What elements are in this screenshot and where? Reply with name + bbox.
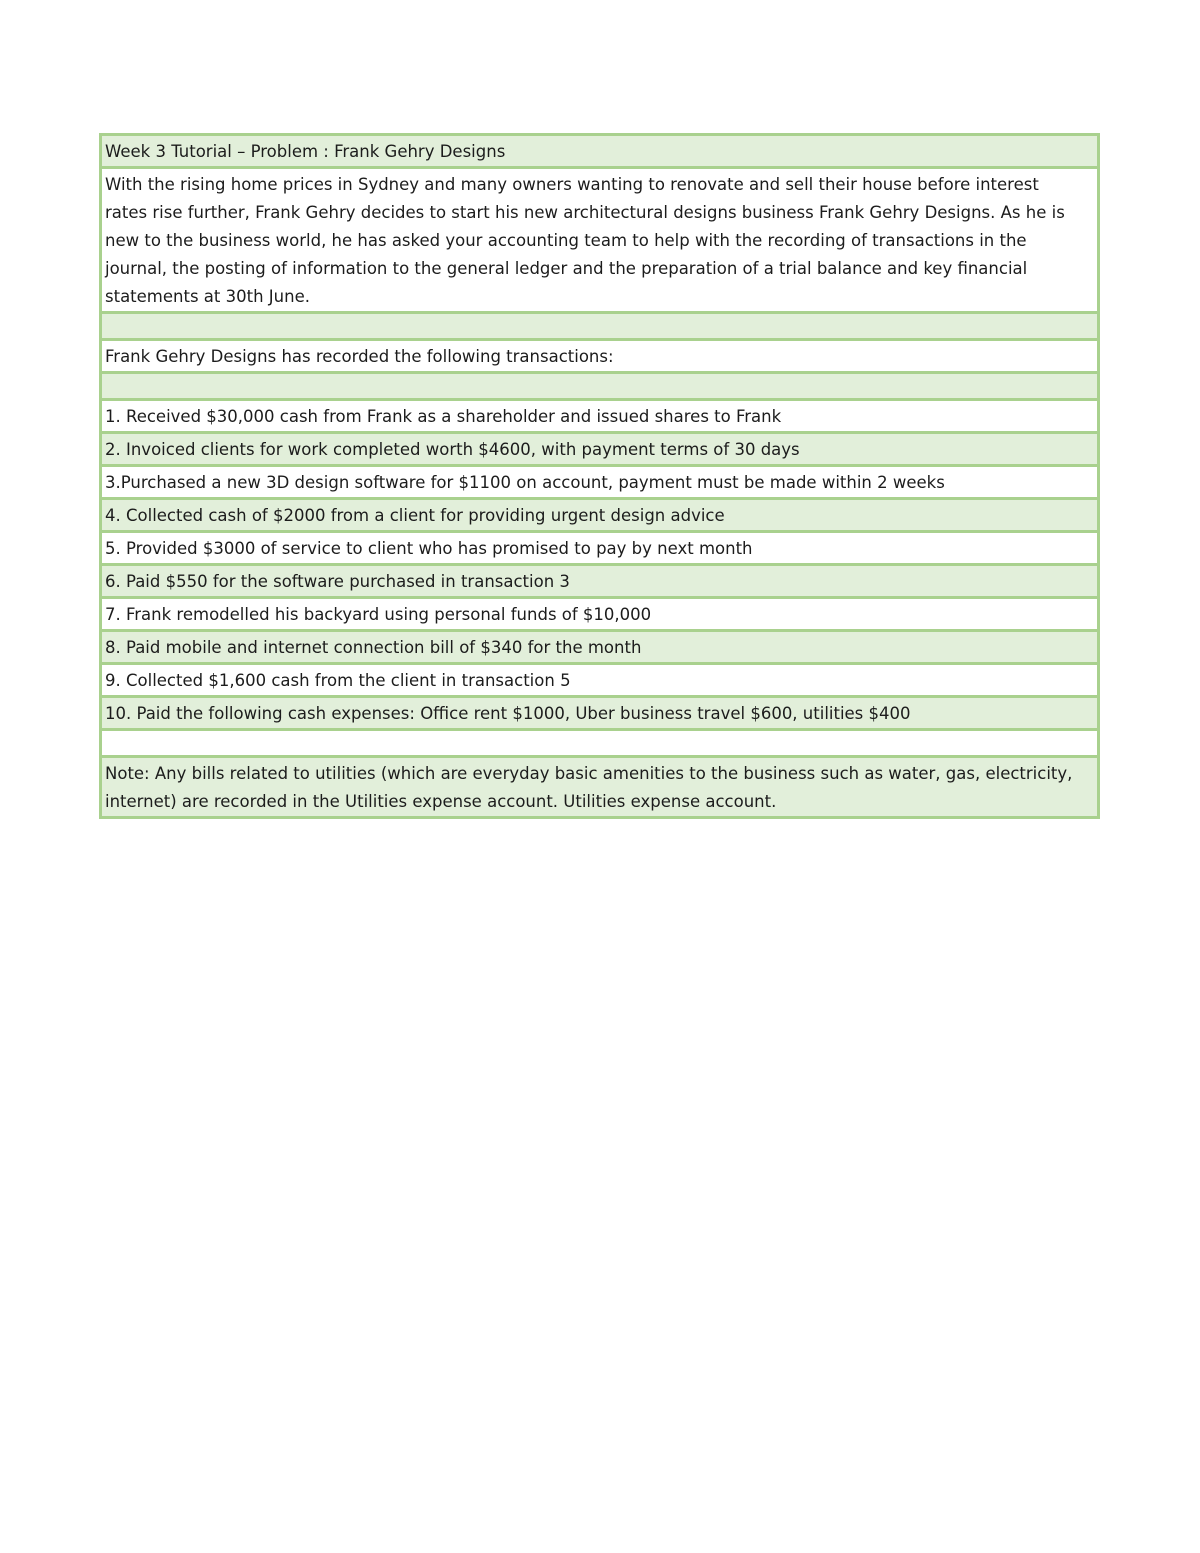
transaction-cell: 3.Purchased a new 3D design software for $1100 on account, payment must be made within 2 weeks	[101, 466, 1099, 499]
table-row	[101, 631, 1099, 664]
title-cell: Week 3 Tutorial – Problem : Frank Gehry Designs	[101, 135, 1099, 168]
table-row	[101, 400, 1099, 433]
spreadsheet-table	[99, 133, 1100, 819]
table-row	[101, 433, 1099, 466]
transaction-cell: 9. Collected $1,600 cash from the client in transaction 5	[101, 664, 1099, 697]
table-row	[101, 135, 1099, 168]
table-row	[101, 565, 1099, 598]
intro-line: statements at 30th June.	[105, 287, 310, 306]
intro-cell	[101, 168, 1099, 313]
transaction-cell: 4. Collected cash of $2000 from a client for providing urgent design advice	[101, 499, 1099, 532]
transaction-cell: 8. Paid mobile and internet connection bill of $340 for the month	[101, 631, 1099, 664]
intro-line: new to the business world, he has asked your accounting team to help with the recording of transactions in the	[105, 231, 1027, 250]
transaction-cell: 10. Paid the following cash expenses: Office rent $1000, Uber business travel $600, utilities $400	[101, 697, 1099, 730]
table-row	[101, 499, 1099, 532]
transaction-cell: 1. Received $30,000 cash from Frank as a shareholder and issued shares to Frank	[101, 400, 1099, 433]
table-row	[101, 664, 1099, 697]
intro-line: With the rising home prices in Sydney and many owners wanting to renovate and sell their house before interest	[105, 175, 1039, 194]
table-row	[101, 532, 1099, 565]
table-row	[101, 340, 1099, 373]
table-row	[101, 697, 1099, 730]
table-row	[101, 598, 1099, 631]
table-row	[101, 373, 1099, 400]
intro-line: journal, the posting of information to the general ledger and the preparation of a trial balance and key financial	[105, 259, 1028, 278]
note-cell	[101, 757, 1099, 818]
empty-cell	[101, 373, 1099, 400]
intro-line: rates rise further, Frank Gehry decides to start his new architectural designs business Frank Gehry Designs. As he is	[105, 203, 1065, 222]
empty-cell	[101, 313, 1099, 340]
transaction-cell: 2. Invoiced clients for work completed worth $4600, with payment terms of 30 days	[101, 433, 1099, 466]
transaction-cell: 7. Frank remodelled his backyard using personal funds of $10,000	[101, 598, 1099, 631]
transaction-cell: 5. Provided $3000 of service to client who has promised to pay by next month	[101, 532, 1099, 565]
table-row	[101, 757, 1099, 818]
table-row	[101, 730, 1099, 757]
note-line: internet) are recorded in the Utilities expense account. Utilities expense account.	[105, 792, 777, 811]
transaction-cell: 6. Paid $550 for the software purchased in transaction 3	[101, 565, 1099, 598]
table-row	[101, 168, 1099, 313]
transactions-heading-cell: Frank Gehry Designs has recorded the following transactions:	[101, 340, 1099, 373]
empty-cell	[101, 730, 1099, 757]
table-row	[101, 466, 1099, 499]
note-line: Note: Any bills related to utilities (which are everyday basic amenities to the business such as water, gas, electricity,	[105, 764, 1073, 783]
table-row	[101, 313, 1099, 340]
